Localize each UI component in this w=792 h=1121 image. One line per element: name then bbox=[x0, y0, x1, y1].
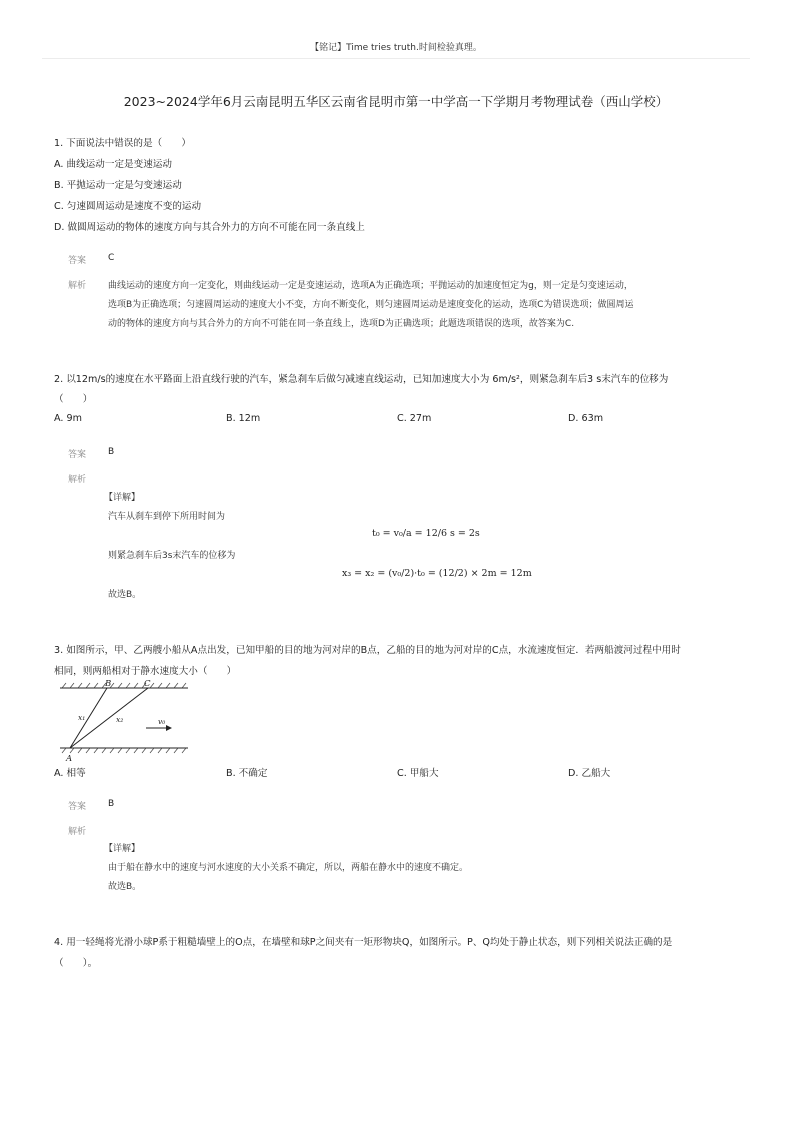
q1-analysis-label: 解析 bbox=[68, 281, 87, 291]
q2-conclusion: 故选B。 bbox=[108, 590, 142, 600]
x1-label: x₁ bbox=[78, 713, 86, 722]
q1-option-a: A. 曲线运动一定是变速运动 bbox=[54, 159, 173, 170]
page-header: 【铭记】Time tries truth.时间检验真理。 bbox=[310, 43, 482, 53]
v0-label: v₀ bbox=[158, 717, 166, 726]
q2-answer: B bbox=[108, 447, 115, 457]
q2-equation-2: x₃ = x₂ = (v₀/2)·t₀ = (12/2) × 2m = 12m bbox=[342, 568, 532, 579]
q2-equation-1: t₀ = v₀/a = 12/6 s = 2s bbox=[372, 528, 480, 539]
q3-analysis-label: 解析 bbox=[68, 827, 87, 837]
current-arrow-head bbox=[166, 725, 172, 731]
q1-answer-label: 答案 bbox=[68, 256, 87, 266]
q1-option-d: D. 做圆周运动的物体的速度方向与其合外力的方向不可能在同一条直线上 bbox=[54, 222, 365, 233]
q1-stem: 1. 下面说法中错误的是（ ） bbox=[54, 138, 191, 149]
river-crossing-figure bbox=[54, 678, 194, 764]
q2-answer-label: 答案 bbox=[68, 450, 87, 460]
point-c-label: C bbox=[144, 679, 151, 689]
q1-answer: C bbox=[108, 253, 115, 263]
q1-option-b: B. 平抛运动一定是匀变速运动 bbox=[54, 180, 182, 191]
q3-answer: B bbox=[108, 799, 115, 809]
q3-line-1: 由于船在静水中的速度与河水速度的大小关系不确定，所以，两船在静水中的速度不确定。 bbox=[108, 863, 469, 873]
q3-conclusion: 故选B。 bbox=[108, 882, 142, 892]
q2-stem-cont: （ ） bbox=[54, 394, 93, 405]
q3-option-b: B. 不确定 bbox=[226, 768, 268, 779]
q1-analysis-line-3: 动的物体的速度方向与其合外力的方向不可能在同一条直线上，选项D为正确选项；此题选项错误的选项，故答案为C. bbox=[108, 319, 575, 329]
point-a-label: A bbox=[66, 754, 73, 764]
q3-option-d: D. 乙船大 bbox=[568, 768, 611, 779]
path-x1-line bbox=[70, 688, 107, 748]
q1-analysis-line-1: 曲线运动的速度方向一定变化，则曲线运动一定是变速运动，选项A为正确选项；平抛运动的加速度恒定为g，则一定是匀变速运动， bbox=[108, 281, 633, 291]
q3-detail-heading: 【详解】 bbox=[104, 844, 141, 854]
q2-detail-heading: 【详解】 bbox=[104, 493, 141, 503]
near-bank-hatching bbox=[62, 748, 186, 753]
q3-option-a: A. 相等 bbox=[54, 768, 86, 779]
header-divider bbox=[42, 58, 750, 59]
point-b-label: B bbox=[105, 679, 112, 689]
x2-label: x₂ bbox=[116, 715, 124, 724]
q1-analysis-line-2: 选项B为正确选项；匀速圆周运动的速度大小不变，方向不断变化，则匀速圆周运动是速度变化的运动，选项C为错误选项；做圆周运 bbox=[108, 300, 634, 310]
far-bank-hatching bbox=[62, 683, 186, 688]
q4-stem: 4. 用一轻绳将光滑小球P系于粗糙墙壁上的O点，在墙壁和球P之间夹有一矩形物块Q，如图所示。P、Q均处于静止状态，则下列相关说法正确的是 bbox=[54, 937, 673, 948]
q3-answer-label: 答案 bbox=[68, 802, 87, 812]
q3-stem-cont: 相同，则两船相对于静水速度大小（ ） bbox=[54, 666, 237, 677]
q4-stem-cont: （ ）。 bbox=[54, 958, 98, 969]
q2-stem: 2. 以12m/s的速度在水平路面上沿直线行驶的汽车，紧急刹车后做匀减速直线运动，已知加速度大小为 6m/s²，则紧急刹车后3 s末汽车的位移为 bbox=[54, 374, 669, 385]
q2-line-2: 则紧急刹车后3s末汽车的位移为 bbox=[108, 551, 236, 561]
q2-analysis-label: 解析 bbox=[68, 475, 87, 485]
q2-option-a: A. 9m bbox=[54, 413, 82, 424]
q3-stem: 3. 如图所示，甲、乙两艘小船从A点出发，已知甲船的目的地为河对岸的B点，乙船的目的地为河对岸的C点，水流速度恒定．若两船渡河过程中用时 bbox=[54, 645, 681, 656]
q2-line-1: 汽车从刹车到停下所用时间为 bbox=[108, 512, 226, 522]
q2-option-b: B. 12m bbox=[226, 413, 261, 424]
q3-option-c: C. 甲船大 bbox=[397, 768, 439, 779]
q1-option-c: C. 匀速圆周运动是速度不变的运动 bbox=[54, 201, 202, 212]
exam-title: 2023~2024学年6月云南昆明五华区云南省昆明市第一中学高一下学期月考物理试卷（西山学校） bbox=[123, 94, 669, 109]
q2-option-d: D. 63m bbox=[568, 413, 604, 424]
q2-option-c: C. 27m bbox=[397, 413, 432, 424]
